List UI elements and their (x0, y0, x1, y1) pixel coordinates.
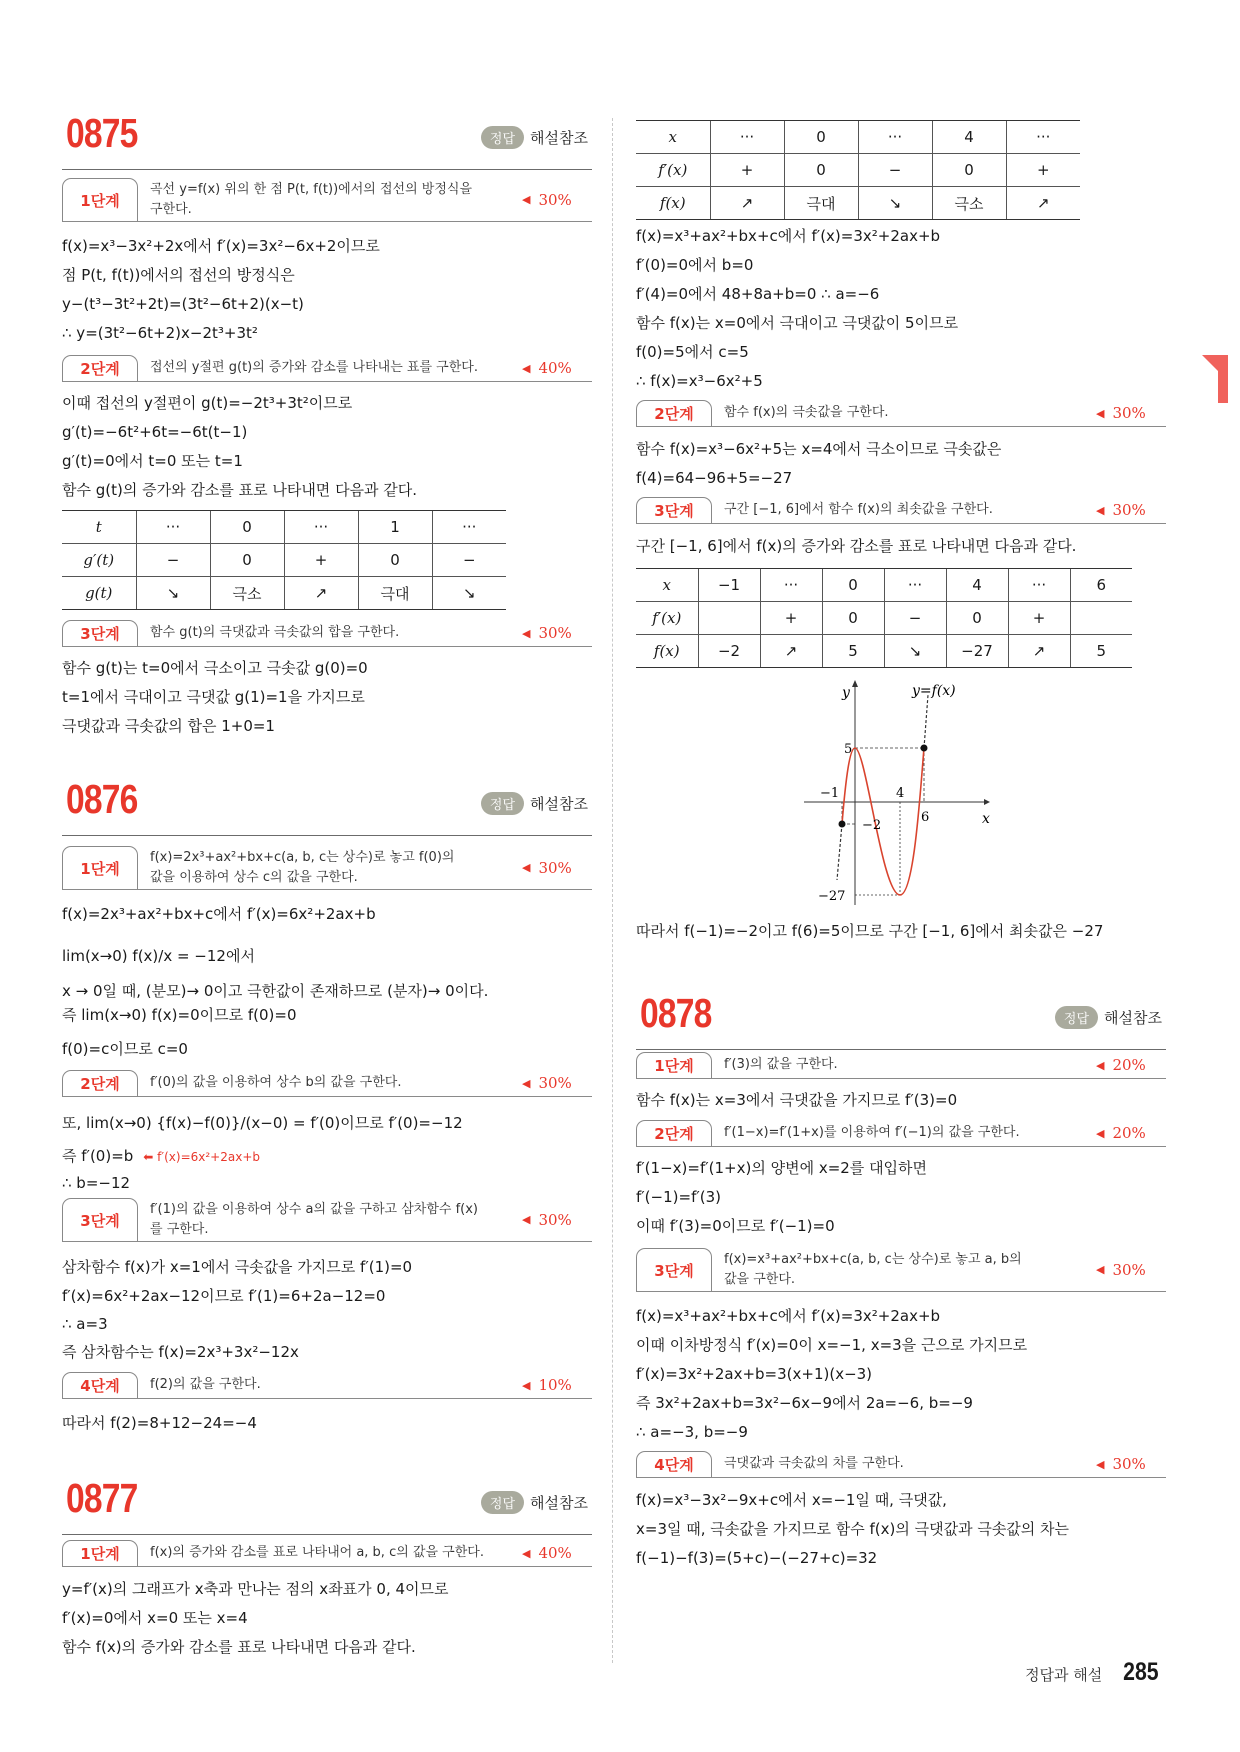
table-cell: x (636, 121, 710, 154)
step-description: f′(0)의 값을 이용하여 상수 b의 값을 구한다. (150, 1075, 402, 1090)
answer-badge: 정답 (1055, 1006, 1098, 1029)
column-divider (612, 118, 613, 1663)
answer-badge: 정답 (481, 1491, 524, 1514)
solution-line: 또, lim(x→0) {f(x)−f(0)}/(x−0) = f′(0)이므로 f′(0)=−12 (62, 1114, 463, 1132)
step-percent (1096, 1056, 1166, 1074)
step-percent (1096, 501, 1166, 519)
solution-line: 점 P(t, f(t))에서의 접선의 방정식은 (62, 266, 295, 284)
solution-line: ∴ a=3 (62, 1315, 108, 1333)
solution-line: 함수 f(x)=x³−6x²+5는 x=4에서 극소이므로 극솟값은 (636, 440, 1002, 458)
step-description: 함수 g(t)의 극댓값과 극솟값의 합을 구한다. (150, 625, 400, 640)
step-description: f′(1−x)=f′(1+x)를 이용하여 f′(−1)의 값을 구한다. (724, 1125, 1020, 1140)
solution-line: f(x)=2x³+ax²+bx+c에서 f′(x)=6x²+2ax+b (62, 905, 376, 923)
table-cell: + (1006, 154, 1080, 187)
step-label: 3단계 (62, 1198, 138, 1241)
variation-table-interval (636, 568, 1132, 668)
solution-line: f′(0)=0에서 b=0 (636, 256, 754, 274)
step-percent (1096, 1455, 1166, 1473)
table-cell: 0 (822, 602, 884, 635)
solution-line: 함수 g(t)의 증가와 감소를 표로 나타내면 다음과 같다. (62, 481, 418, 499)
step-label: 2단계 (62, 1070, 138, 1096)
solution-line: 함수 f(x)는 x=3에서 극댓값을 가지므로 f′(3)=0 (636, 1091, 958, 1109)
table-row (62, 544, 506, 577)
table-cell: 0 (358, 544, 432, 577)
table-cell: 6 (1070, 569, 1132, 602)
step-percent (522, 359, 592, 377)
table-cell: − (858, 154, 932, 187)
triangle-left-icon: ◀ (1096, 503, 1105, 517)
tick-neg1: −1 (820, 786, 840, 801)
chapter-tab-marker (1202, 355, 1228, 403)
step-label: 3단계 (62, 620, 138, 646)
solution-line: 삼차함수 f(x)가 x=1에서 극솟값을 가지므로 f′(1)=0 (62, 1258, 413, 1276)
step-description: f(2)의 값을 구한다. (150, 1377, 261, 1392)
solution-line: g′(t)=−6t²+6t=−6t(t−1) (62, 423, 248, 441)
solution-line: f(0)=c이므로 c=0 (62, 1040, 188, 1058)
curve-label: y=f(x) (912, 683, 956, 699)
step-label: 2단계 (636, 400, 712, 426)
step-desc-line: 구한다. (150, 201, 192, 217)
solution-line: x → 0일 때, (분모)→ 0이고 극한값이 존재하므로 (분자)→ 0이다. (62, 982, 489, 1000)
solution-line: ∴ a=−3, b=−9 (636, 1423, 748, 1441)
table-cell: 0 (822, 569, 884, 602)
solution-line: f′(x)=0에서 x=0 또는 x=4 (62, 1609, 248, 1627)
step-description: f′(3)의 값을 구한다. (724, 1057, 838, 1072)
step-percent (522, 1376, 592, 1394)
solution-line: ∴ f(x)=x³−6x²+5 (636, 372, 763, 390)
step-percent (522, 1211, 592, 1229)
triangle-left-icon: ◀ (522, 1378, 531, 1392)
percent-value: 30% (1112, 1455, 1146, 1473)
solution-line: ∴ y=(3t²−6t+2)x−2t³+3t² (62, 324, 258, 342)
table-cell (1070, 602, 1132, 635)
triangle-left-icon: ◀ (522, 626, 531, 640)
step-label: 2단계 (636, 1120, 712, 1146)
step-4 (62, 1372, 592, 1399)
table-cell: 4 (946, 569, 1008, 602)
solution-line: f(x)=x³−3x²+2x에서 f′(x)=3x²−6x+2이므로 (62, 237, 380, 255)
y-axis-label: y (842, 685, 850, 701)
triangle-left-icon: ◀ (1096, 1126, 1105, 1140)
solution-line: 즉 3x²+2ax+b=3x²−6x−9에서 2a=−6, b=−9 (636, 1394, 973, 1412)
endpoint-dot (839, 821, 846, 828)
x-axis-arrow-icon (984, 799, 990, 805)
step-2 (636, 400, 1166, 427)
percent-value: 40% (538, 1544, 572, 1562)
step-desc-line: f(x)=x³+ax²+bx+c(a, b, c는 상수)로 놓고 a, b의 (724, 1251, 1022, 1267)
step-description (138, 1200, 522, 1240)
solution-line: ∴ b=−12 (62, 1174, 131, 1192)
table-cell: ↘ (136, 577, 210, 610)
curve-f (842, 748, 924, 895)
problem-number: 0876 (66, 776, 138, 822)
table-cell: −27 (946, 635, 1008, 668)
solution-line: 함수 f(x)의 증가와 감소를 표로 나타내면 다음과 같다. (62, 1638, 416, 1656)
triangle-left-icon: ◀ (1096, 406, 1105, 420)
step-percent (1096, 1124, 1166, 1142)
table-cell: ··· (432, 511, 506, 544)
percent-value: 30% (538, 1074, 572, 1092)
step-description: 함수 f(x)의 극솟값을 구한다. (724, 405, 889, 420)
step-1 (62, 1540, 592, 1567)
tick-neg27: −27 (818, 889, 846, 904)
tick-neg2: −2 (862, 818, 882, 833)
tick-6: 6 (921, 810, 930, 825)
table-cell: 5 (822, 635, 884, 668)
table-cell: t (62, 511, 136, 544)
answer-indicator (481, 792, 588, 815)
table-cell: 0 (210, 544, 284, 577)
table-cell: ··· (858, 121, 932, 154)
step-percent (1096, 404, 1166, 422)
table-cell: 0 (932, 154, 1006, 187)
step-description (138, 848, 522, 888)
table-cell: f(x) (636, 635, 698, 668)
answer-indicator (481, 1491, 588, 1514)
percent-value: 30% (538, 858, 572, 877)
triangle-left-icon: ◀ (522, 1076, 531, 1090)
table-cell: ··· (760, 569, 822, 602)
answer-text: 해설참조 (1104, 1009, 1162, 1027)
problem-number: 0877 (66, 1475, 138, 1521)
answer-indicator (481, 126, 588, 149)
table-cell: ··· (884, 569, 946, 602)
hint-annotation: ⬅ f′(x)=6x²+2ax+b (143, 1150, 260, 1164)
percent-value: 30% (538, 190, 572, 209)
table-cell: 4 (932, 121, 1006, 154)
table-cell: ↗ (1008, 635, 1070, 668)
step-label: 1단계 (62, 1540, 138, 1566)
table-cell: g(t) (62, 577, 136, 610)
y-axis-arrow-icon (852, 680, 858, 687)
tick-4: 4 (896, 786, 905, 801)
step-percent (522, 1544, 592, 1562)
solution-line: f′(1−x)=f′(1+x)의 양변에 x=2를 대입하면 (636, 1159, 928, 1177)
solution-line: f′(−1)=f′(3) (636, 1188, 722, 1206)
step-1 (62, 846, 592, 890)
table-cell: ··· (1008, 569, 1070, 602)
table-cell: g′(t) (62, 544, 136, 577)
solution-line: 함수 f(x)는 x=0에서 극대이고 극댓값이 5이므로 (636, 314, 959, 332)
step-3 (636, 497, 1166, 524)
table-cell: ··· (284, 511, 358, 544)
triangle-left-icon: ◀ (522, 861, 531, 874)
table-row (636, 121, 1080, 154)
step-label: 4단계 (636, 1451, 712, 1477)
footer-label: 정답과 해설 (1025, 1666, 1103, 1684)
solution-line: x=3일 때, 극솟값을 가지므로 함수 f(x)의 극댓값과 극솟값의 차는 (636, 1520, 1070, 1538)
answer-text: 해설참조 (530, 795, 588, 813)
x-axis-label: x (982, 811, 990, 827)
triangle-left-icon: ◀ (522, 1546, 531, 1560)
table-cell: 극소 (210, 577, 284, 610)
solution-line: f′(x)=6x²+2ax−12이므로 f′(1)=6+2a−12=0 (62, 1287, 386, 1305)
answer-badge: 정답 (481, 126, 524, 149)
step-description (138, 180, 522, 220)
solution-line: t=1에서 극대이고 극댓값 g(1)=1을 가지므로 (62, 688, 365, 706)
percent-value: 30% (538, 624, 572, 642)
solution-line: f′(x)=3x²+2ax+b=3(x+1)(x−3) (636, 1365, 873, 1383)
page-number: 285 (1123, 1658, 1159, 1686)
solution-line: f(x)=x³+ax²+bx+c에서 f′(x)=3x²+2ax+b (636, 227, 941, 245)
percent-value: 30% (1112, 1260, 1146, 1279)
step-label: 4단계 (62, 1372, 138, 1398)
problem-number: 0875 (66, 110, 138, 156)
percent-value: 30% (1112, 501, 1146, 519)
table-cell: + (1008, 602, 1070, 635)
triangle-left-icon: ◀ (522, 1213, 531, 1226)
table-cell: f(x) (636, 187, 710, 220)
answer-text: 해설참조 (530, 1494, 588, 1512)
solution-line: y−(t³−3t²+2t)=(3t²−6t+2)(x−t) (62, 295, 304, 313)
solution-line: f′(4)=0에서 48+8a+b=0 ∴ a=−6 (636, 285, 880, 303)
percent-value: 40% (538, 359, 572, 377)
table-cell: + (710, 154, 784, 187)
solution-line: f(4)=64−96+5=−27 (636, 469, 793, 487)
step-label: 3단계 (636, 497, 712, 523)
table-cell: f′(x) (636, 154, 710, 187)
step-percent (522, 859, 592, 877)
table-cell: − (884, 602, 946, 635)
tick-5: 5 (844, 742, 853, 757)
problem-header-0877 (62, 1475, 592, 1535)
table-cell: 0 (946, 602, 1008, 635)
table-row (636, 569, 1132, 602)
solution-line: 이때 접선의 y절편이 g(t)=−2t³+3t²이므로 (62, 394, 353, 412)
step-label: 1단계 (636, 1052, 712, 1078)
step-description: 극댓값과 극솟값의 차를 구한다. (724, 1456, 904, 1471)
triangle-left-icon: ◀ (1096, 1457, 1105, 1471)
percent-value: 10% (538, 1376, 572, 1394)
table-cell: ↗ (284, 577, 358, 610)
table-cell: −1 (698, 569, 760, 602)
triangle-left-icon: ◀ (522, 361, 531, 375)
step-3 (62, 620, 592, 647)
solution-line: f(x)=x³−3x²−9x+c에서 x=−1일 때, 극댓값, (636, 1491, 947, 1509)
problem-number: 0878 (640, 990, 712, 1036)
table-cell: − (136, 544, 210, 577)
solution-line: g′(t)=0에서 t=0 또는 t=1 (62, 452, 243, 470)
step-percent (522, 624, 592, 642)
step-3 (636, 1248, 1166, 1292)
triangle-left-icon: ◀ (1096, 1263, 1105, 1276)
step-percent (522, 1074, 592, 1092)
solution-line: 극댓값과 극솟값의 합은 1+0=1 (62, 717, 275, 735)
endpoint-dot (921, 745, 928, 752)
step-percent (1096, 1261, 1166, 1279)
table-row (636, 154, 1080, 187)
solution-line: f(0)=5에서 c=5 (636, 343, 749, 361)
table-cell: 0 (784, 154, 858, 187)
answer-badge: 정답 (481, 792, 524, 815)
function-graph (804, 675, 994, 905)
solution-line: 따라서 f(2)=8+12−24=−4 (62, 1414, 257, 1432)
table-cell: ··· (1006, 121, 1080, 154)
problem-header-0875 (62, 110, 592, 170)
step-4 (636, 1451, 1166, 1478)
solution-line: 즉 lim(x→0) f(x)=0이므로 f(0)=0 (62, 1006, 297, 1024)
percent-value: 30% (1112, 404, 1146, 422)
step-2 (62, 355, 592, 382)
table-cell: 극대 (358, 577, 432, 610)
percent-value: 30% (538, 1210, 572, 1229)
step-2 (636, 1120, 1166, 1147)
conclusion-line: 따라서 f(−1)=−2이고 f(6)=5이므로 구간 [−1, 6]에서 최솟값은 −27 (636, 922, 1104, 940)
table-cell: ↗ (760, 635, 822, 668)
triangle-left-icon: ◀ (522, 193, 531, 206)
solution-line: 이때 f′(3)=0이므로 f′(−1)=0 (636, 1217, 835, 1235)
answer-text: 해설참조 (530, 129, 588, 147)
table-cell: 0 (210, 511, 284, 544)
table-row (636, 187, 1080, 220)
table-cell: −2 (698, 635, 760, 668)
table-cell: 1 (358, 511, 432, 544)
percent-value: 20% (1112, 1124, 1146, 1142)
table-cell: 극소 (932, 187, 1006, 220)
table-cell: ↘ (858, 187, 932, 220)
table-cell: x (636, 569, 698, 602)
solution-line: 이때 이차방정식 f′(x)=0이 x=−1, x=3을 근으로 가지므로 (636, 1336, 1028, 1354)
table-cell: + (760, 602, 822, 635)
step-percent (522, 191, 592, 209)
step-desc-line: 곡선 y=f(x) 위의 한 점 P(t, f(t))에서의 접선의 방정식을 (150, 181, 473, 197)
solution-text: 즉 f′(0)=b (62, 1147, 134, 1165)
table-cell: f′(x) (636, 602, 698, 635)
table-cell: − (432, 544, 506, 577)
table-cell: ··· (136, 511, 210, 544)
step-label: 3단계 (636, 1248, 712, 1291)
step-label: 2단계 (62, 355, 138, 381)
variation-table-f (636, 120, 1080, 220)
step-desc-line: 를 구한다. (150, 1221, 209, 1237)
table-cell: + (284, 544, 358, 577)
step-label: 1단계 (62, 846, 138, 889)
answer-indicator (1055, 1006, 1162, 1029)
step-1 (636, 1052, 1166, 1079)
step-label: 1단계 (62, 178, 138, 221)
triangle-left-icon: ◀ (1096, 1058, 1105, 1072)
table-row (62, 511, 506, 544)
step-2 (62, 1070, 592, 1097)
solution-line: lim(x→0) f(x)/x = −12에서 (62, 947, 255, 965)
table-cell: ↗ (1006, 187, 1080, 220)
step-desc-line: 값을 이용하여 상수 c의 값을 구한다. (150, 869, 358, 885)
table-cell: 0 (784, 121, 858, 154)
table-cell (698, 602, 760, 635)
step-description: 접선의 y절편 g(t)의 증가와 감소를 나타내는 표를 구한다. (150, 360, 478, 375)
solution-line: f(−1)−f(3)=(5+c)−(−27+c)=32 (636, 1549, 878, 1567)
solution-line: 즉 삼차함수는 f(x)=2x³+3x²−12x (62, 1343, 299, 1361)
solution-line: 구간 [−1, 6]에서 f(x)의 증가와 감소를 표로 나타내면 다음과 같다. (636, 537, 1077, 555)
solution-line: f(x)=x³+ax²+bx+c에서 f′(x)=3x²+2ax+b (636, 1307, 941, 1325)
step-desc-line: f′(1)의 값을 이용하여 상수 a의 값을 구하고 삼차함수 f(x) (150, 1201, 478, 1217)
step-description: f(x)의 증가와 감소를 표로 나타내어 a, b, c의 값을 구한다. (150, 1545, 484, 1560)
table-row (636, 602, 1132, 635)
table-cell: ↘ (432, 577, 506, 610)
step-desc-line: 값을 구한다. (724, 1271, 796, 1287)
table-cell: 극대 (784, 187, 858, 220)
table-cell: ↗ (710, 187, 784, 220)
step-description: 구간 [−1, 6]에서 함수 f(x)의 최솟값을 구한다. (724, 502, 993, 517)
table-cell: ··· (710, 121, 784, 154)
step-description (712, 1250, 1096, 1290)
variation-table-g (62, 510, 506, 610)
percent-value: 20% (1112, 1056, 1146, 1074)
solution-line: 함수 g(t)는 t=0에서 극소이고 극솟값 g(0)=0 (62, 659, 368, 677)
problem-header-0876 (62, 776, 592, 836)
solution-line: y=f′(x)의 그래프가 x축과 만나는 점의 x좌표가 0, 4이므로 (62, 1580, 449, 1598)
page-footer (1025, 1658, 1162, 1687)
table-cell: 5 (1070, 635, 1132, 668)
table-row (62, 577, 506, 610)
table-row (636, 635, 1132, 668)
solution-line (62, 1145, 260, 1168)
step-desc-line: f(x)=2x³+ax²+bx+c(a, b, c는 상수)로 놓고 f(0)의 (150, 849, 455, 865)
step-1 (62, 178, 592, 222)
step-3 (62, 1198, 592, 1242)
problem-header-0878 (636, 990, 1166, 1050)
table-cell: ↘ (884, 635, 946, 668)
